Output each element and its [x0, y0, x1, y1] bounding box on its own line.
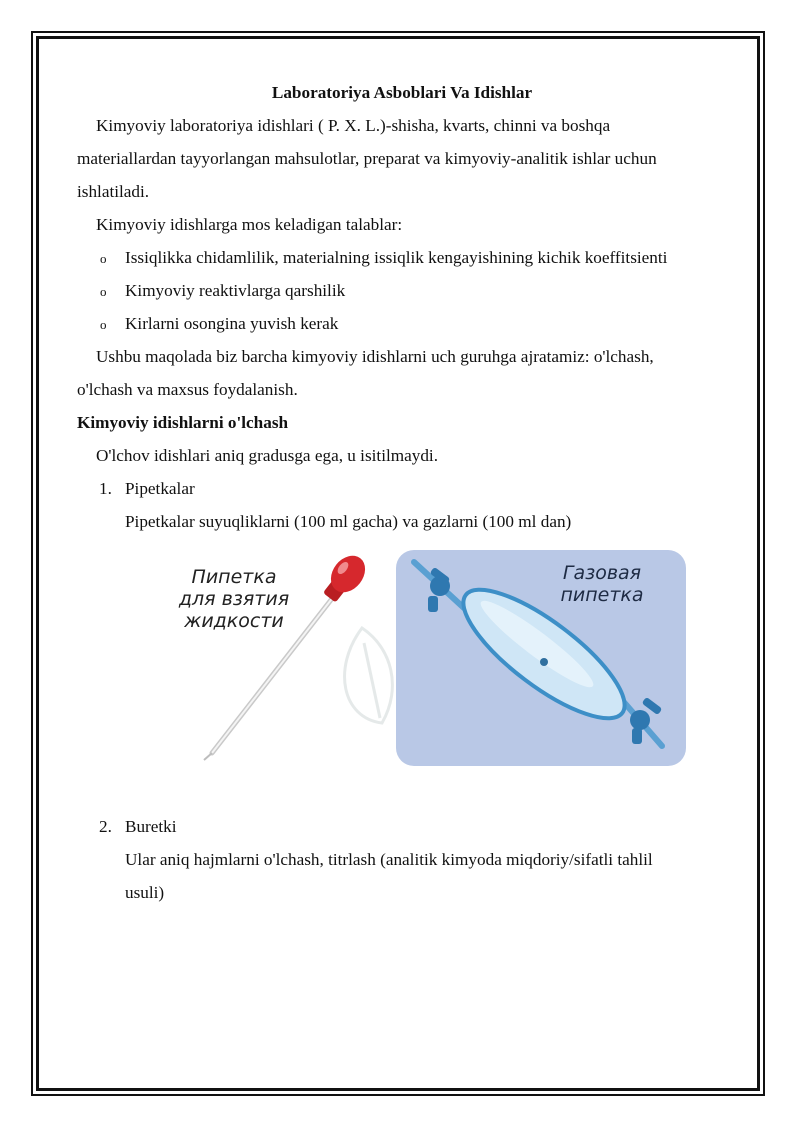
requirements-heading: Kimyoviy idishlarga mos keladigan talablar: — [96, 215, 403, 234]
bullet-mark: o — [100, 317, 107, 332]
list-item-text: Issiqlikka chidamlilik, materialning issiqlik kengayishining kichik koeffitsienti — [125, 248, 668, 267]
leaf-watermark — [345, 628, 393, 723]
liquid-pipette-label: Пипетка для взятия жидкости — [178, 566, 290, 632]
intro-line: Kimyoviy laboratoriya idishlari ( P. X. L.)-shisha, kvarts, chinni va boshqa — [96, 116, 611, 135]
intro-line: ishlatiladi. — [77, 182, 150, 201]
gas-pipette-label: Газовая пипетка — [560, 562, 644, 606]
item-description: usuli) — [125, 883, 165, 902]
pipette-figure — [77, 538, 727, 810]
section-intro: O'lchov idishlari aniq gradusga ega, u isitilmaydi. — [96, 446, 439, 465]
list-item-text: Kirlarni osongina yuvish kerak — [125, 314, 339, 333]
item-description: Ular aniq hajmlarni o'lchash, titrlash (analitik kimyoda miqdoriy/sifatli tahlil — [125, 850, 653, 869]
list-item — [77, 241, 727, 274]
list-item — [77, 274, 727, 307]
paragraph-line: o'lchash va maxsus foydalanish. — [77, 380, 298, 399]
numbered-item — [77, 472, 727, 505]
bullet-mark: o — [100, 284, 107, 299]
document-title: Laboratoriya Asboblari Va Idishlar — [271, 83, 533, 102]
document-body — [77, 76, 727, 909]
item-number: 2. — [99, 817, 112, 836]
item-name: Pipetkalar — [125, 479, 195, 498]
item-description: Pipetkalar suyuqliklarni (100 ml gacha) va gazlarni (100 ml dan) — [125, 512, 572, 531]
section-heading: Kimyoviy idishlarni o'lchash — [77, 413, 289, 432]
list-item — [77, 307, 727, 340]
intro-line: materiallardan tayyorlangan mahsulotlar, preparat va kimyoviy-analitik ishlar uchun — [77, 149, 657, 168]
item-name: Buretki — [125, 817, 177, 836]
list-item-text: Kimyoviy reaktivlarga qarshilik — [125, 281, 346, 300]
numbered-item — [77, 810, 727, 843]
paragraph-line: Ushbu maqolada biz barcha kimyoviy idishlarni uch guruhga ajratamiz: o'lchash, — [96, 347, 654, 366]
item-number: 1. — [99, 479, 112, 498]
bullet-mark: o — [100, 251, 107, 266]
